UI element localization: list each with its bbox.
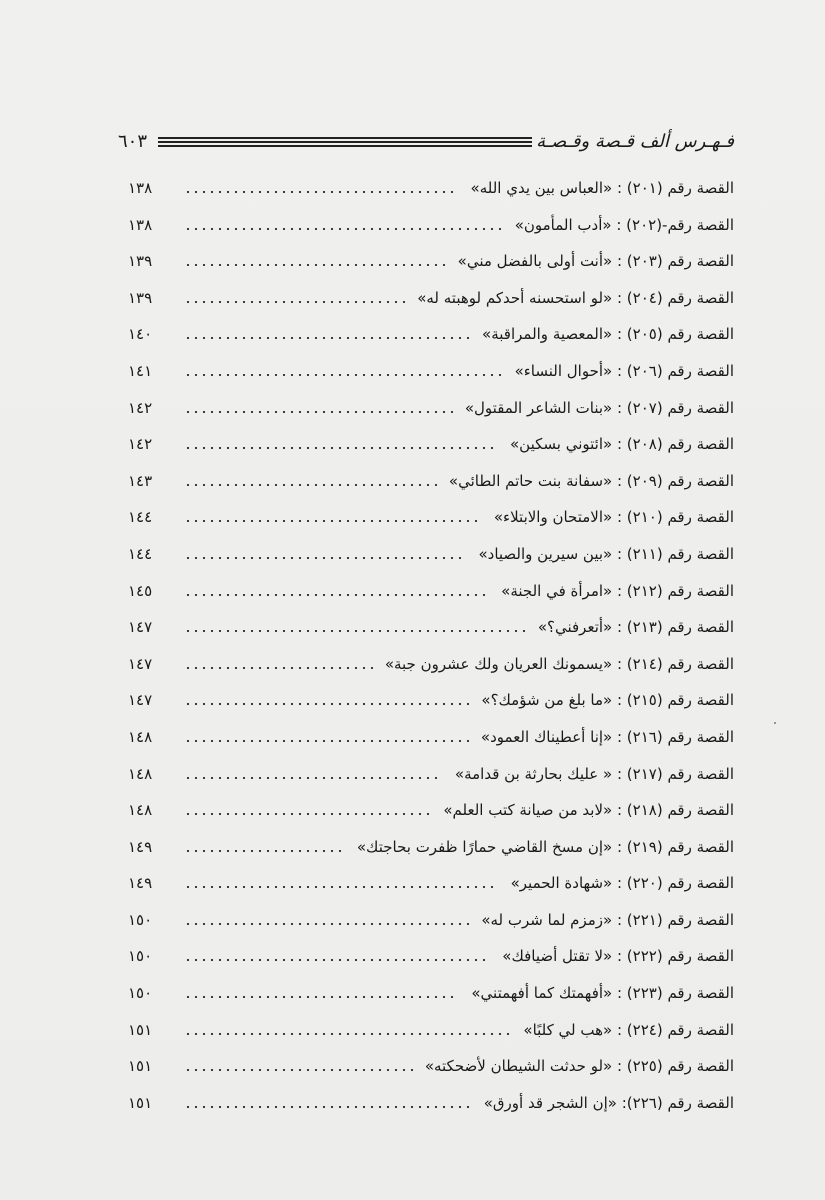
index-entry bbox=[128, 829, 734, 866]
entry-page-number: ١٤١ bbox=[128, 361, 153, 380]
dot-leader bbox=[184, 850, 345, 852]
dot-leader bbox=[184, 1033, 511, 1035]
index-entry bbox=[128, 316, 734, 353]
index-entry bbox=[128, 682, 734, 719]
entry-page-number: ١٤٨ bbox=[128, 801, 153, 820]
entry-page-number: ١٤٥ bbox=[128, 581, 153, 600]
entry-title: القصة رقم (٢٢٤) : «هب لي كلبًا» bbox=[523, 1020, 734, 1039]
dot-leader bbox=[184, 594, 489, 596]
dot-leader bbox=[184, 520, 482, 522]
entry-title: القصة رقم (٢٢١) : «زمزم لما شرب له» bbox=[481, 910, 734, 929]
index-entry bbox=[128, 243, 734, 280]
entry-title: القصة رقم (٢٠٤) : «لو استحسنه أحدكم لوهبته له» bbox=[417, 288, 734, 307]
dot-leader bbox=[184, 1069, 413, 1071]
margin-speck bbox=[774, 722, 776, 724]
entry-title: القصة رقم (٢١٩) : «إن مسخ القاضي حمارًا ظفرت بحاجتك» bbox=[356, 837, 734, 856]
entry-page-number: ١٥٠ bbox=[128, 947, 153, 966]
entry-page-number: ١٤٨ bbox=[128, 764, 153, 783]
dot-leader bbox=[184, 667, 373, 669]
entry-title: القصة رقم (٢١٠) : «الامتحان والابتلاء» bbox=[493, 508, 734, 527]
index-entry bbox=[128, 499, 734, 536]
entry-page-number: ١٣٨ bbox=[128, 179, 153, 197]
entry-page-number: ١٥٠ bbox=[128, 984, 153, 1003]
entry-title: القصة رقم (٢٠٦) : «أحوال النساء» bbox=[514, 361, 734, 380]
entry-page-number: ١٥١ bbox=[128, 1020, 153, 1039]
index-entry bbox=[128, 975, 734, 1012]
entry-page-number: ١٤٩ bbox=[128, 874, 153, 893]
entry-title: القصة رقم (٢١٢) : «امرأة في الجنة» bbox=[501, 581, 734, 600]
index-entry bbox=[128, 426, 734, 463]
dot-leader bbox=[184, 959, 490, 961]
entry-page-number: ١٤٣ bbox=[128, 471, 153, 490]
index-entry bbox=[128, 902, 734, 939]
dot-leader bbox=[184, 630, 526, 632]
index-list bbox=[128, 170, 734, 1121]
entry-title: القصة رقم (٢٢٦): «إن الشجر قد أورق» bbox=[483, 1093, 734, 1112]
entry-title: القصة رقم (٢٠٨) : «ائتوني بسكين» bbox=[510, 435, 734, 454]
entry-page-number: ١٤٧ bbox=[128, 654, 153, 673]
entry-page-number: ١٤٧ bbox=[128, 618, 153, 637]
entry-title: القصة رقم (٢١١) : «بين سيرين والصياد» bbox=[478, 544, 734, 563]
running-header bbox=[118, 128, 734, 162]
entry-title: القصة رقم (٢٢٣) : «أفهمتك كما أفهمتني» bbox=[471, 984, 734, 1003]
entry-title: القصة رقم (٢٠٧) : «بنات الشاعر المقتول» bbox=[464, 398, 734, 417]
entry-page-number: ١٥١ bbox=[128, 1057, 153, 1076]
index-entry bbox=[128, 1012, 734, 1049]
header-rule bbox=[158, 137, 532, 147]
entry-title: القصة رقم-(٢٠٢) : «أدب المأمون» bbox=[514, 215, 734, 234]
index-entry bbox=[128, 609, 734, 646]
index-entry bbox=[128, 1085, 734, 1122]
dot-leader bbox=[184, 703, 469, 705]
dot-leader bbox=[184, 411, 453, 413]
dot-leader bbox=[184, 447, 498, 449]
entry-title: القصة رقم (٢٢٢) : «لا تقتل أضيافك» bbox=[502, 947, 734, 966]
entry-page-number: ١٥١ bbox=[128, 1093, 153, 1112]
index-entry bbox=[128, 719, 734, 756]
entry-page-number: ١٣٩ bbox=[128, 288, 153, 307]
index-entry bbox=[128, 1048, 734, 1085]
entry-title: القصة رقم (٢٠٩) : «سفانة بنت حاتم الطائي» bbox=[448, 471, 734, 490]
index-entry bbox=[128, 463, 734, 500]
entry-page-number: ١٥٠ bbox=[128, 910, 153, 929]
entry-page-number: ١٤٠ bbox=[128, 325, 153, 344]
dot-leader bbox=[184, 813, 431, 815]
entry-title: القصة رقم (٢١٣) : «أتعرفني؟» bbox=[537, 618, 734, 637]
entry-title: القصة رقم (٢١٧) : « عليك بحارثة بن قدامة» bbox=[454, 764, 734, 783]
entry-page-number: ١٣٩ bbox=[128, 252, 153, 271]
entry-title: القصة رقم (٢١٥) : «ما بلغ من شؤمك؟» bbox=[481, 691, 734, 710]
dot-leader bbox=[184, 264, 446, 266]
dot-leader bbox=[184, 886, 499, 888]
entry-page-number: ١٤٩ bbox=[128, 837, 153, 856]
index-entry bbox=[128, 170, 734, 207]
dot-leader bbox=[184, 557, 466, 559]
index-entry bbox=[128, 280, 734, 317]
entry-title: القصة رقم (٢٢٥) : «لو حدثت الشيطان لأضحكته» bbox=[424, 1057, 734, 1076]
entry-title: القصة رقم (٢٠٣) : «أنت أولى بالفضل مني» bbox=[457, 252, 734, 271]
page-number: ٦٠٣ bbox=[118, 131, 148, 152]
dot-leader bbox=[184, 777, 443, 779]
index-entry bbox=[128, 938, 734, 975]
dot-leader bbox=[184, 740, 469, 742]
index-entry bbox=[128, 756, 734, 793]
entry-title: القصة رقم (٢١٤) : «يسمونك العريان ولك عشرون جبة» bbox=[384, 654, 734, 673]
dot-leader bbox=[184, 228, 503, 230]
index-entry bbox=[128, 646, 734, 683]
dot-leader bbox=[184, 374, 503, 376]
dot-leader bbox=[184, 337, 470, 339]
entry-title: القصة رقم (٢١٨) : «لابد من صيانة كتب العلم» bbox=[443, 801, 734, 820]
index-entry bbox=[128, 207, 734, 244]
entry-page-number: ١٤٨ bbox=[128, 727, 153, 746]
index-entry bbox=[128, 573, 734, 610]
index-entry bbox=[128, 865, 734, 902]
entry-page-number: ١٤٤ bbox=[128, 508, 153, 527]
dot-leader bbox=[184, 923, 469, 925]
dot-leader bbox=[184, 1106, 472, 1108]
entry-title: القصة رقم (٢٠٥) : «المعصية والمراقبة» bbox=[482, 325, 734, 344]
entry-page-number: ١٤٢ bbox=[128, 398, 153, 417]
entry-page-number: ١٤٧ bbox=[128, 691, 153, 710]
entry-page-number: ١٤٤ bbox=[128, 544, 153, 563]
dot-leader bbox=[184, 191, 459, 193]
entry-page-number: ١٤٢ bbox=[128, 435, 153, 454]
entry-title: القصة رقم (٢١٦) : «إنا أعطيناك العمود» bbox=[480, 727, 734, 746]
index-entry bbox=[128, 353, 734, 390]
index-entry bbox=[128, 536, 734, 573]
index-entry bbox=[128, 792, 734, 829]
entry-page-number: ١٣٨ bbox=[128, 215, 153, 234]
dot-leader bbox=[184, 484, 437, 486]
entry-title: القصة رقم (٢٠١) : «العباس بين يدي الله» bbox=[470, 179, 734, 197]
dot-leader bbox=[184, 996, 459, 998]
entry-title: القصة رقم (٢٢٠) : «شهادة الحمير» bbox=[510, 874, 734, 893]
header-title: فـهـرس ألف قـصة وقـصـة bbox=[536, 131, 734, 152]
index-entry bbox=[128, 390, 734, 427]
dot-leader bbox=[184, 301, 405, 303]
